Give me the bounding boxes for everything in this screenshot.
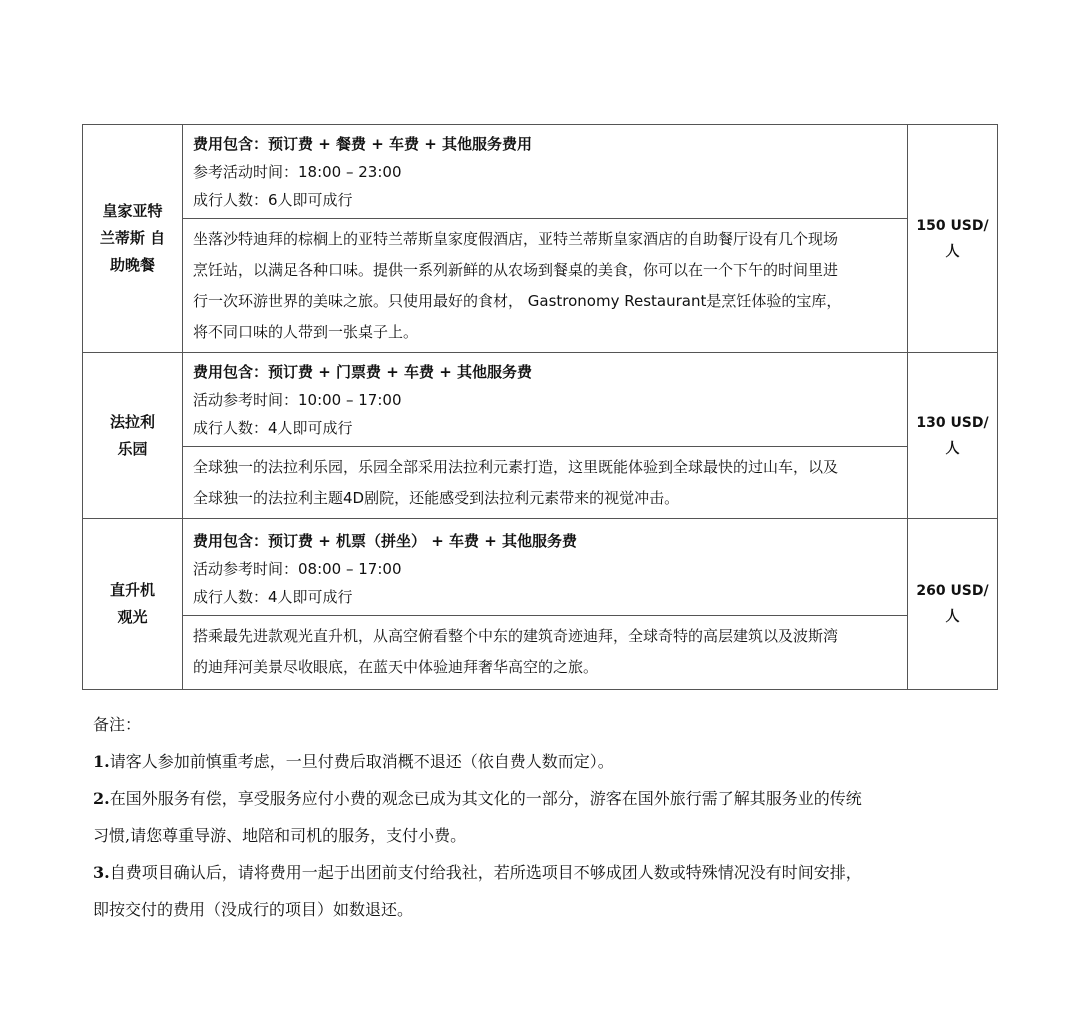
note-item-continued bbox=[93, 817, 993, 854]
tour-info-block bbox=[183, 125, 907, 219]
price-unit: 人 bbox=[945, 243, 960, 260]
group-size: 成行人数：4人即可成行 bbox=[193, 419, 353, 437]
price-amount: 150 USD/ bbox=[916, 217, 989, 234]
notes-title: 备注： bbox=[93, 715, 142, 734]
note-item-continued bbox=[93, 891, 993, 928]
description-line: 全球独一的法拉利主题4D剧院，还能感受到法拉利元素带来的视觉冲击。 bbox=[193, 489, 680, 507]
tour-name-line: 直升机 bbox=[109, 581, 155, 599]
tour-price bbox=[908, 353, 998, 519]
description-line: 全球独一的法拉利乐园，乐园全部采用法拉利元素打造，这里既能体验到全球最快的过山车，以及 bbox=[193, 458, 839, 476]
tour-price bbox=[908, 125, 998, 353]
note-text: 即按交付的费用（没成行的项目）如数退还。 bbox=[93, 900, 414, 919]
group-size: 成行人数：6人即可成行 bbox=[193, 191, 353, 209]
tour-info-block bbox=[183, 353, 907, 447]
note-number: 2. bbox=[93, 789, 110, 808]
tour-name-line: 观光 bbox=[117, 608, 148, 626]
fee-included: 费用包含：预订费 + 门票费 + 车费 + 其他服务费 bbox=[193, 363, 533, 381]
price-amount: 130 USD/ bbox=[916, 414, 989, 431]
note-item bbox=[93, 743, 993, 780]
tour-name-line: 皇家亚特 bbox=[102, 202, 163, 220]
description-line: 烹饪站，以满足各种口味。提供一系列新鲜的从农场到餐桌的美食，你可以在一个下午的时间里进 bbox=[193, 261, 839, 279]
activity-time: 活动参考时间：08:00 – 17:00 bbox=[193, 559, 402, 578]
tour-row bbox=[83, 353, 998, 519]
note-number: 3. bbox=[93, 863, 110, 882]
note-text: 自费项目确认后，请将费用一起于出团前支付给我社，若所选项目不够成团人数或特殊情况没有时间安排， bbox=[109, 863, 862, 882]
note-text: 请客人参加前慎重考虑，一旦付费后取消概不退还（依自费人数而定）。 bbox=[109, 752, 614, 771]
tour-details bbox=[183, 519, 908, 690]
tour-description bbox=[183, 616, 907, 687]
activity-time: 活动参考时间：10:00 – 17:00 bbox=[193, 391, 402, 409]
note-item bbox=[93, 780, 993, 817]
tour-row bbox=[83, 125, 998, 353]
description-line: 坐落沙特迪拜的棕榈上的亚特兰蒂斯皇家度假酒店，亚特兰蒂斯皇家酒店的自助餐厅设有几个现场 bbox=[193, 230, 839, 248]
description-line: 的迪拜河美景尽收眼底，在蓝天中体验迪拜奢华高空的之旅。 bbox=[193, 657, 599, 676]
tour-description bbox=[183, 447, 907, 518]
activity-time: 参考活动时间：18:00 – 23:00 bbox=[193, 163, 402, 181]
tour-name-line: 乐园 bbox=[117, 439, 148, 458]
tour-row bbox=[83, 519, 998, 690]
tour-name bbox=[83, 125, 183, 353]
note-number: 1. bbox=[93, 752, 110, 771]
tour-details bbox=[183, 125, 908, 353]
tour-name-line: 兰蒂斯 自 bbox=[99, 229, 166, 247]
tour-name bbox=[83, 519, 183, 690]
tour-name-line: 法拉利 bbox=[109, 412, 155, 431]
note-text: 习惯,请您尊重导游、地陪和司机的服务，支付小费。 bbox=[93, 826, 467, 845]
tour-description bbox=[183, 219, 907, 352]
description-line: 行一次环游世界的美味之旅。只使用最好的食材， Gastronomy Restaurant是烹饪体验的宝库， bbox=[193, 292, 842, 310]
description-line: 搭乘最先进款观光直升机，从高空俯看整个中东的建筑奇迹迪拜，全球奇特的高层建筑以及波斯湾 bbox=[193, 626, 839, 645]
fee-included: 费用包含：预订费 + 餐费 + 车费 + 其他服务费用 bbox=[193, 135, 533, 153]
tour-info-block bbox=[183, 522, 907, 616]
tour-name bbox=[83, 353, 183, 519]
tour-price bbox=[908, 519, 998, 690]
price-unit: 人 bbox=[945, 609, 960, 625]
tour-name-line: 助晚餐 bbox=[109, 256, 155, 274]
tour-details bbox=[183, 353, 908, 519]
fee-included: 费用包含：预订费 + 机票（拼坐） + 车费 + 其他服务费 bbox=[193, 531, 578, 550]
note-item bbox=[93, 854, 993, 891]
description-line: 将不同口味的人带到一张桌子上。 bbox=[193, 323, 419, 341]
note-text: 在国外服务有偿，享受服务应付小费的观念已成为其文化的一部分，游客在国外旅行需了解其服务业的传统 bbox=[109, 789, 862, 808]
tour-options-table bbox=[82, 124, 998, 690]
price-unit: 人 bbox=[945, 440, 960, 457]
notes-section bbox=[93, 706, 993, 928]
group-size: 成行人数：4人即可成行 bbox=[193, 587, 353, 606]
price-amount: 260 USD/ bbox=[916, 583, 989, 599]
